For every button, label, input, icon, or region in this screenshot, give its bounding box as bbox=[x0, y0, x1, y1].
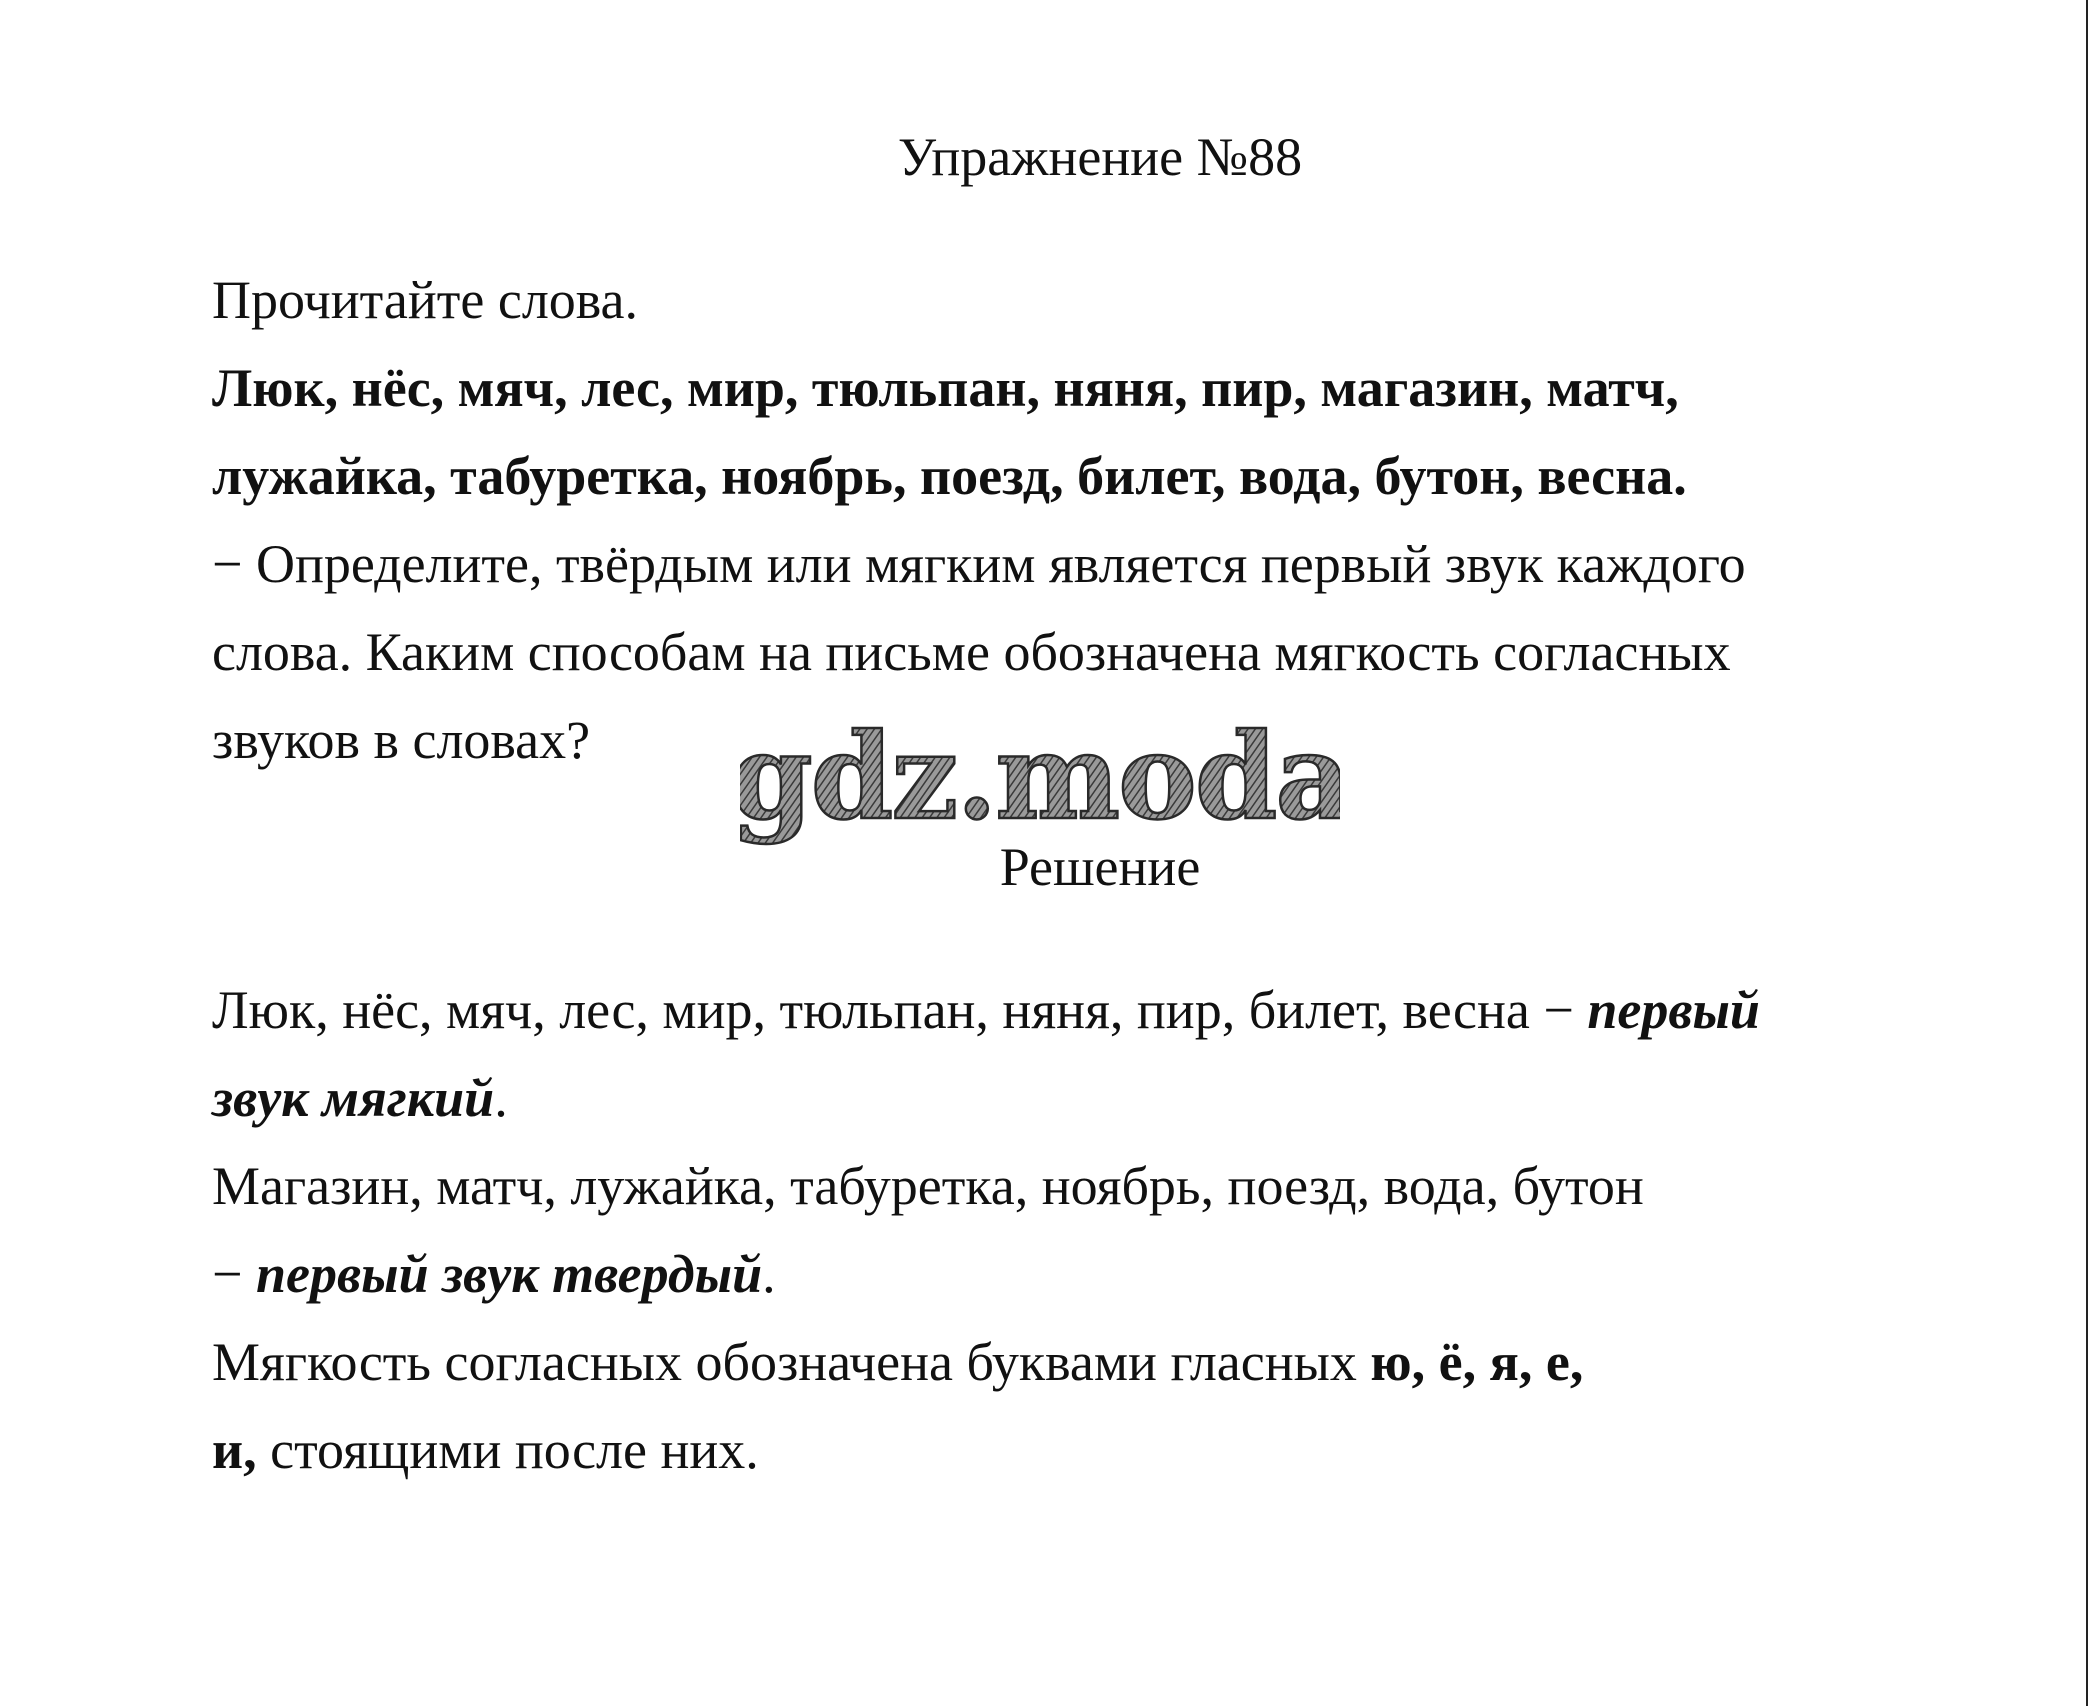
answer-soft-label-part-1: первый bbox=[1587, 980, 1760, 1040]
answer-soft-words: Люк, нёс, мяч, лес, мир, тюльпан, няня, пир, билет, весна − bbox=[212, 980, 1588, 1040]
answer-softness-line-2 bbox=[212, 1406, 1972, 1494]
answer-dash: − bbox=[212, 1244, 256, 1304]
watermark-text: gdz.moda bbox=[740, 707, 1340, 846]
answer-vowels-part-1: ю, ё, я, е, bbox=[1370, 1332, 1584, 1392]
answer-period-2: . bbox=[762, 1244, 776, 1304]
answer-block bbox=[212, 966, 1972, 1494]
watermark-logo bbox=[740, 700, 1340, 850]
answer-hard-line-1 bbox=[212, 1142, 1972, 1230]
task-words-line-1: Люк, нёс, мяч, лес, мир, тюльпан, няня, пир, магазин, матч, bbox=[212, 358, 1679, 418]
answer-period-1: . bbox=[494, 1068, 508, 1128]
answer-hard-line-2 bbox=[212, 1230, 1972, 1318]
answer-hard-words: Магазин, матч, лужайка, табуретка, ноябрь, поезд, вода, бутон bbox=[212, 1156, 1644, 1216]
answer-soft-label-part-2: звук мягкий bbox=[212, 1068, 495, 1128]
answer-vowels-part-2: и, bbox=[212, 1420, 257, 1480]
answer-softness-end: стоящими после них. bbox=[256, 1420, 759, 1480]
task-question-line-2: слова. Каким способам на письме обозначена мягкость согласных bbox=[212, 622, 1731, 682]
task-question-line-1: − Определите, твёрдым или мягким является первый звук каждого bbox=[212, 534, 1746, 594]
task-words-line-2: лужайка, табуретка, ноябрь, поезд, билет, вода, бутон, весна. bbox=[212, 446, 1687, 506]
solution-title: Решение bbox=[999, 837, 1201, 897]
answer-softness-text: Мягкость согласных обозначена буквами гласных bbox=[212, 1332, 1371, 1392]
answer-hard-label: первый звук твердый bbox=[255, 1244, 763, 1304]
exercise-title: Упражнение №88 bbox=[897, 127, 1303, 187]
answer-soft-line-1 bbox=[212, 966, 1972, 1054]
task-question-line-3: звуков в словах? bbox=[212, 710, 591, 770]
answer-soft-line-2 bbox=[212, 1054, 1972, 1142]
task-intro: Прочитайте слова. bbox=[212, 270, 639, 330]
answer-softness-line-1 bbox=[212, 1318, 1972, 1406]
